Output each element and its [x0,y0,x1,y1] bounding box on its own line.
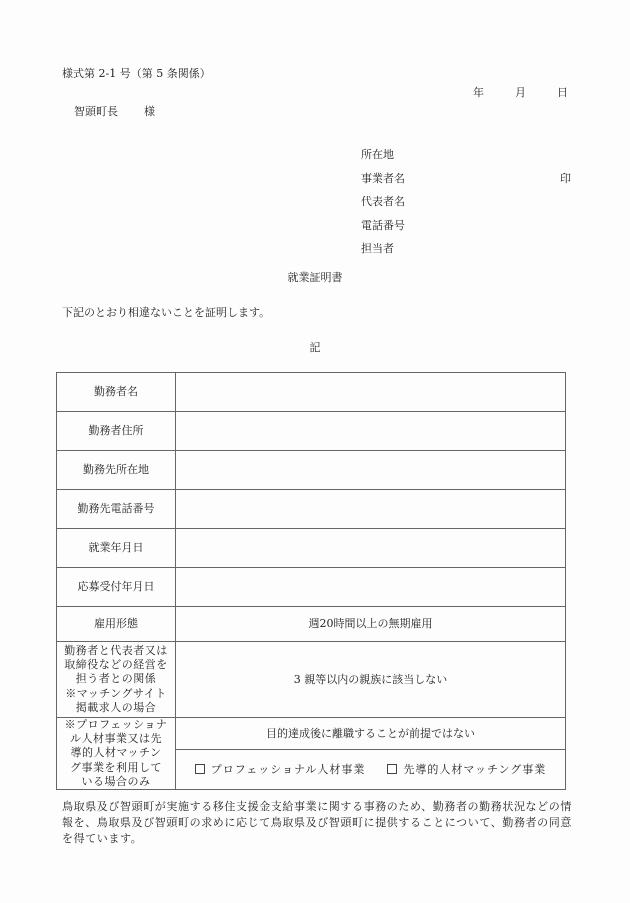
sender-contact-field[interactable] [361,242,571,266]
label-line: 勤務者と代表者又は [64,643,168,657]
label-line: 担う者との関係 [75,672,157,686]
table-row [57,529,566,568]
row-label-relationship [57,642,176,718]
addressee-honorific: 様 [144,105,155,118]
label-line: ※マッチングサイト [65,686,167,700]
row-label-application-date: 応募受付年月日 [57,568,176,607]
table-row [57,373,566,412]
row-label-employment-type: 雇用形態 [57,607,176,642]
date-line [473,86,568,100]
certification-statement: 下記のとおり相違ないことを証明します。 [62,306,271,319]
program-options-cell [176,750,566,790]
employment-type-value: 週20時間以上の無期雇用 [176,607,566,642]
checkbox-icon[interactable] [387,764,397,774]
worker-name-field[interactable] [176,373,566,412]
application-date-field[interactable] [176,568,566,607]
seal-mark: 印 [560,171,571,185]
workplace-phone-field[interactable] [176,490,566,529]
relationship-value: 3 親等以内の親族に該当しない [176,642,566,718]
label-line: ル人材事業又は先 [70,732,162,746]
label-line: いる場合のみ [81,774,151,788]
sender-address-label: 所在地 [361,148,394,161]
row-label-workplace-address: 勤務先所在地 [57,451,176,490]
table-row [57,412,566,451]
addressee-name: 智頭町長 [74,105,118,118]
option-label: プロフェッショナル人材事業 [210,762,366,776]
sender-block [361,148,571,266]
label-line: 掲載求人の場合 [75,700,157,714]
option-professional-talent[interactable] [195,763,366,777]
consent-statement: 鳥取県及び智頭町が実施する移住支援金支給事業に関する事務のため、勤務者の勤務状況などの情報を、鳥取県及び智頭町の求めに応じて鳥取県及び智頭町に提供することについて、勤務者の同意を得ています。 [62,800,572,845]
sender-company-field[interactable] [361,172,571,196]
checkbox-icon[interactable] [195,764,205,774]
option-label: 先導的人材マッチング事業 [403,762,547,776]
certificate-table [56,372,566,790]
table-row [57,451,566,490]
sender-phone-label: 電話番号 [361,218,405,232]
date-year-label: 年 [473,86,484,99]
table-row [57,642,566,718]
row-label-workplace-phone: 勤務先電話番号 [57,490,176,529]
resignation-premise-value: 目的達成後に離職することが前提ではない [176,718,566,750]
row-label-worker-name: 勤務者名 [57,373,176,412]
worker-address-field[interactable] [176,412,566,451]
date-month-label: 月 [515,86,526,99]
table-row [57,718,566,750]
sender-representative-label: 代表者名 [361,195,405,208]
row-label-employment-date: 就業年月日 [57,529,176,568]
sender-phone-field[interactable] [361,219,571,243]
ki-heading: 記 [309,341,321,354]
form-number: 様式第 2-1 号（第 5 条関係） [62,67,211,80]
date-day-label: 日 [557,86,568,99]
option-leading-talent-matching[interactable] [387,763,546,777]
row-label-professional-program [57,718,176,790]
table-row [57,490,566,529]
sender-representative-field[interactable] [361,195,571,219]
employment-date-field[interactable] [176,529,566,568]
document-title: 就業証明書 [287,271,343,284]
row-label-worker-address: 勤務者住所 [57,412,176,451]
table-row [57,607,566,642]
sender-company-label: 事業者名 [361,171,405,185]
table-row [57,568,566,607]
sender-address-field[interactable] [361,148,571,172]
label-line: 導的人材マッチン [70,746,162,760]
addressee [74,105,155,119]
label-line: グ事業を利用して [70,760,162,774]
workplace-address-field[interactable] [176,451,566,490]
label-line: 取締役などの経営を [64,658,168,672]
sender-contact-label: 担当者 [361,242,394,255]
label-line: ※プロフェッショナ [64,718,168,731]
